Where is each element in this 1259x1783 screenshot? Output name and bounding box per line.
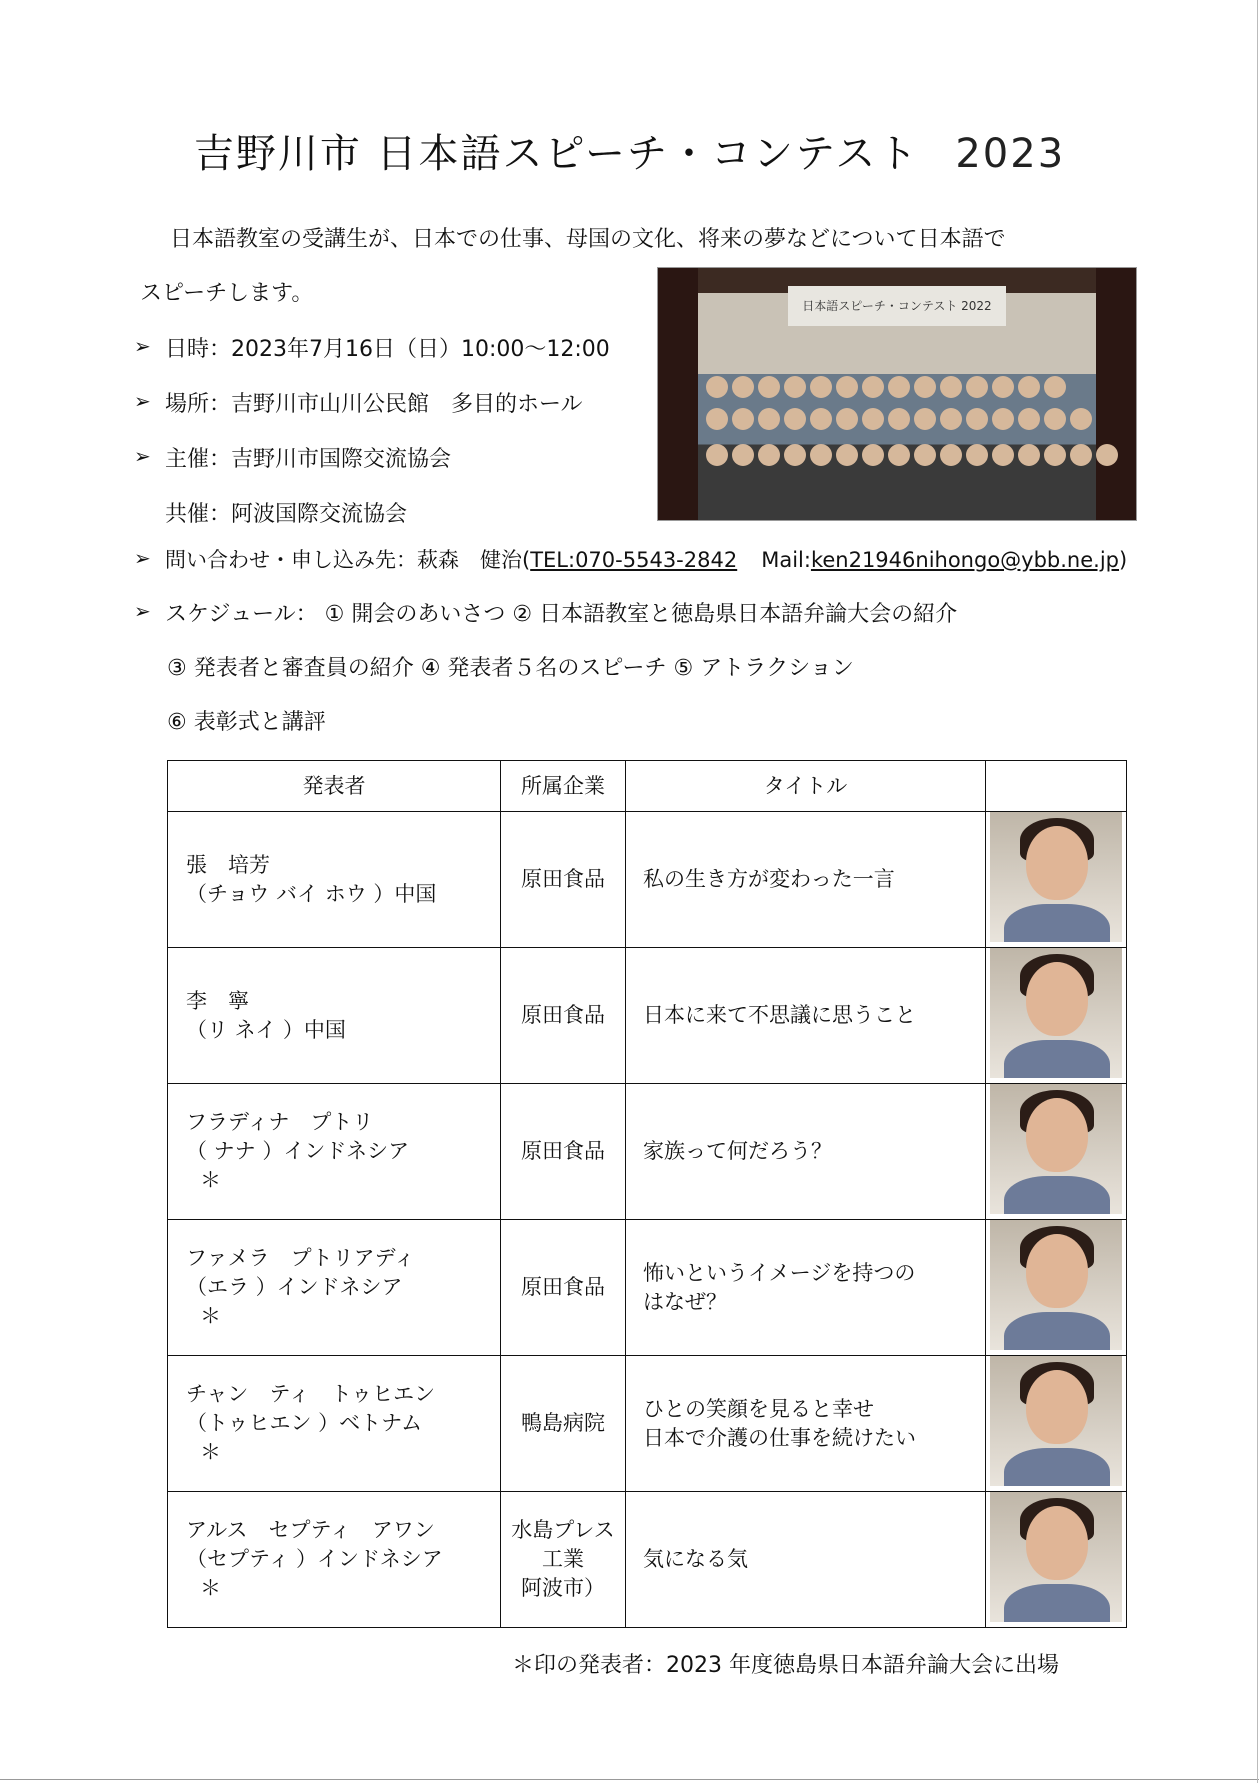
photo-person (1044, 376, 1066, 398)
speech-title: 家族って何だろう？ (643, 1139, 832, 1163)
speaker-name-cell (168, 1084, 501, 1220)
photo-person (914, 444, 936, 466)
speech-title: 気になる気 (643, 1547, 748, 1571)
speech-title: ひとの笑顔を見ると幸せ (643, 1396, 874, 1421)
photo-person (862, 376, 884, 398)
company-name: 原田食品 (521, 1003, 605, 1027)
speaker-reading: （セプティ ）インドネシア (186, 1547, 443, 1571)
speech-title-2: はなぜ？ (643, 1289, 727, 1314)
group-photo (657, 267, 1137, 521)
speech-title-cell (626, 1220, 986, 1356)
title-year: 2023 (955, 131, 1066, 177)
speaker-photo-cell (986, 1084, 1127, 1220)
event-date: 日時：2023年7月16日（日）10:00～12:00 (165, 337, 610, 362)
photo-person (706, 444, 728, 466)
speaker-reading: （ ナナ ）インドネシア (186, 1139, 410, 1163)
photo-person (992, 376, 1014, 398)
speech-title: 私の生き方が変わった一言 (643, 867, 895, 891)
photo-person (888, 444, 910, 466)
speaker-photo-cell (986, 1492, 1127, 1628)
speech-title-cell (626, 1356, 986, 1492)
photo-person (810, 376, 832, 398)
photo-person (784, 444, 806, 466)
photo-person (966, 408, 988, 430)
photo-person (940, 408, 962, 430)
company-name: 原田食品 (521, 1139, 605, 1163)
bullet-icon: ➢ (134, 546, 151, 570)
photo-crowd (698, 364, 1096, 520)
speaker-name: ファメラ プトリアディ (186, 1246, 415, 1270)
photo-person (706, 408, 728, 430)
speakers-table (167, 760, 1127, 1628)
photo-person (1044, 408, 1066, 430)
schedule-line-1: スケジュール： ① 開会のあいさつ ② 日本語教室と徳島県日本語弁論大会の紹介 (165, 602, 958, 627)
photo-person (888, 408, 910, 430)
event-venue: 場所：吉野川市山川公民館 多目的ホール (165, 392, 583, 417)
speaker-name-cell (168, 948, 501, 1084)
page-title (0, 122, 1259, 179)
bullet-icon: ➢ (134, 334, 151, 358)
table-row (168, 1084, 1127, 1220)
photo-person (758, 376, 780, 398)
contact-mail-link[interactable]: ken21946nihongo@ybb.ne.jp (810, 548, 1120, 572)
header-company: 所属企業 (501, 761, 626, 812)
company-cell (501, 948, 626, 1084)
photo-person (966, 444, 988, 466)
speaker-reading: （チョウ バイ ホウ ）中国 (186, 881, 437, 906)
company-cell (501, 1492, 626, 1628)
photo-person (914, 408, 936, 430)
photo-person (836, 408, 858, 430)
speech-title: 日本に来て不思議に思うこと (643, 1003, 916, 1027)
header-photo (986, 761, 1127, 812)
photo-person (836, 376, 858, 398)
photo-person (888, 376, 910, 398)
contact-close: ) (1119, 548, 1128, 572)
speech-title-cell (626, 1084, 986, 1220)
speech-title: 怖いというイメージを持つの (643, 1260, 916, 1285)
contact-tel-link[interactable]: TEL:070-5543-2842 (530, 548, 738, 572)
company-name: 鴨島病院 (521, 1411, 605, 1435)
speaker-photo (990, 948, 1122, 1078)
company-name: 原田食品 (521, 867, 605, 891)
speaker-photo-cell (986, 1356, 1127, 1492)
table-row (168, 812, 1127, 948)
speaker-name-cell (168, 1220, 501, 1356)
speech-title-2: 日本で介護の仕事を続けたい (643, 1425, 916, 1450)
event-cohost: 共催：阿波国際交流協会 (165, 502, 408, 527)
speaker-reading: （リ ネイ ）中国 (186, 1017, 346, 1042)
company-name: 水島プレス 工業 阿波市） (511, 1518, 615, 1600)
photo-person (1096, 444, 1118, 466)
photo-person (1018, 408, 1040, 430)
speaker-photo (990, 1492, 1122, 1622)
speaker-name: アルス セプティ アワン (186, 1518, 435, 1542)
table-row (168, 1220, 1127, 1356)
photo-person (810, 408, 832, 430)
photo-person (966, 376, 988, 398)
speaker-photo (990, 1220, 1122, 1350)
contact-label: 問い合わせ・申し込み先：萩森 健治( (165, 548, 531, 572)
speaker-mark: ＊ (200, 1576, 221, 1600)
speaker-name-cell (168, 1356, 501, 1492)
speaker-name: フラディナ プトリ (186, 1110, 374, 1134)
company-name: 原田食品 (521, 1275, 605, 1299)
photo-person (862, 444, 884, 466)
header-speaker: 発表者 (168, 761, 501, 812)
speaker-name: 張 培芳 (186, 852, 270, 877)
bullet-icon: ➢ (134, 389, 151, 413)
photo-person (836, 444, 858, 466)
photo-person (732, 376, 754, 398)
title-text: 吉野川市 日本語スピーチ・コンテスト (193, 131, 920, 177)
photo-person (810, 444, 832, 466)
schedule-line-2: ③ 発表者と審査員の紹介 ④ 発表者５名のスピーチ ⑤ アトラクション (167, 656, 854, 681)
table-row (168, 948, 1127, 1084)
speaker-photo (990, 1084, 1122, 1214)
photo-person (1070, 444, 1092, 466)
photo-person (1018, 444, 1040, 466)
schedule-line-3: ⑥ 表彰式と講評 (167, 710, 326, 735)
photo-person (992, 408, 1014, 430)
contact-info (165, 544, 1127, 574)
speaker-name: チャン ティ トゥヒエン (186, 1382, 436, 1406)
photo-person (732, 444, 754, 466)
speaker-name: 李 寧 (186, 988, 249, 1013)
speaker-reading: （エラ ）インドネシア (186, 1275, 403, 1299)
speaker-name-cell (168, 1492, 501, 1628)
intro-line-2: スピーチします。 (140, 281, 314, 306)
company-cell (501, 1220, 626, 1356)
photo-person (732, 408, 754, 430)
footnote: ＊印の発表者：2023 年度徳島県日本語弁論大会に出場 (512, 1653, 1059, 1678)
speaker-reading: （トゥヒエン ）ベトナム (186, 1411, 423, 1435)
speaker-photo-cell (986, 948, 1127, 1084)
photo-person (706, 376, 728, 398)
bullet-icon: ➢ (134, 444, 151, 468)
table-header-row (168, 761, 1127, 812)
speaker-mark: ＊ (200, 1168, 221, 1192)
photo-person (1044, 444, 1066, 466)
speaker-mark: ＊ (200, 1440, 221, 1464)
speaker-mark: ＊ (200, 1304, 221, 1328)
table-row (168, 1356, 1127, 1492)
contact-mail-label: Mail: (761, 548, 811, 572)
photo-person (1070, 408, 1092, 430)
company-cell (501, 1356, 626, 1492)
intro-line-1: 日本語教室の受講生が、日本での仕事、母国の文化、将来の夢などについて日本語で (170, 227, 1006, 252)
photo-person (940, 376, 962, 398)
table-row (168, 1492, 1127, 1628)
photo-banner: 日本語スピーチ・コンテスト 2022 (788, 286, 1006, 326)
speaker-photo-cell (986, 1220, 1127, 1356)
photo-person (862, 408, 884, 430)
speaker-photo (990, 1356, 1122, 1486)
bullet-icon: ➢ (134, 599, 151, 623)
speaker-photo (990, 812, 1122, 942)
header-title: タイトル (626, 761, 986, 812)
photo-person (940, 444, 962, 466)
photo-person (784, 408, 806, 430)
speech-title-cell (626, 812, 986, 948)
speaker-name-cell (168, 812, 501, 948)
photo-person (784, 376, 806, 398)
speaker-photo-cell (986, 812, 1127, 948)
speech-title-cell (626, 948, 986, 1084)
company-cell (501, 1084, 626, 1220)
event-host: 主催：吉野川市国際交流協会 (165, 447, 452, 472)
speech-title-cell (626, 1492, 986, 1628)
company-cell (501, 812, 626, 948)
photo-person (914, 376, 936, 398)
photo-person (758, 408, 780, 430)
photo-person (1018, 376, 1040, 398)
photo-person (992, 444, 1014, 466)
photo-person (758, 444, 780, 466)
